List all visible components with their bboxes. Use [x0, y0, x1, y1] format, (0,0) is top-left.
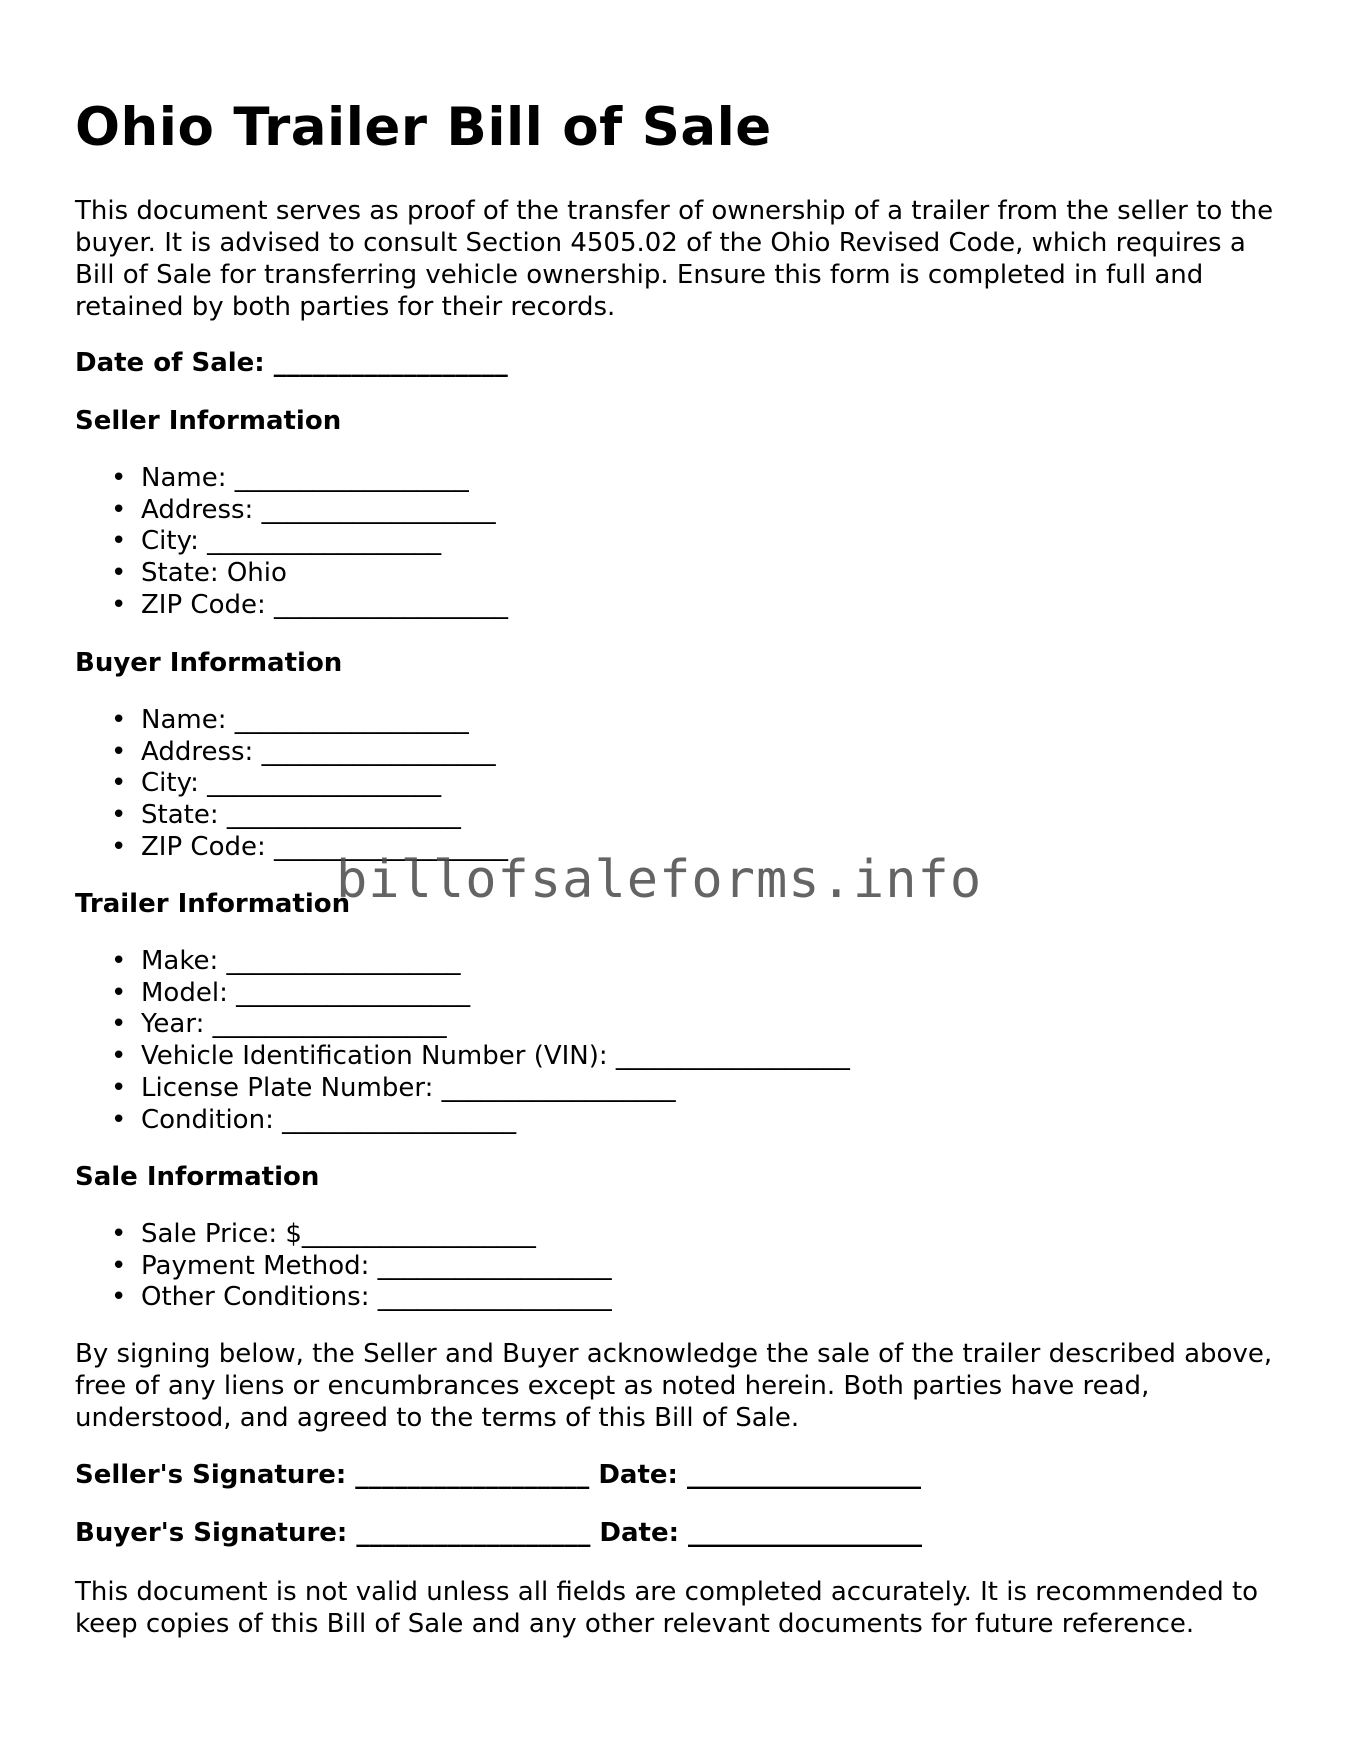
- seller-heading: Seller Information: [75, 406, 342, 436]
- bullet-icon: •: [111, 705, 127, 735]
- sale-heading: Sale Information: [75, 1162, 320, 1192]
- intro-paragraph: This document serves as proof of the transfer of ownership of a trailer from the seller to the buyer. It is advised to consult Section 4505.02 of the Ohio Revised Code, which requires a Bill of Sale for transferring vehicle ownership. Ensure this form is completed in full and retained by both parties for their records.: [75, 196, 1274, 322]
- bullet-icon: •: [111, 736, 127, 767]
- bullet-icon: •: [111, 1104, 127, 1135]
- seller-address-field[interactable]: • Address: __________________: [111, 494, 496, 525]
- trailer-license-plate-field[interactable]: • License Plate Number: __________________: [111, 1072, 676, 1103]
- trailer-fields-list: [111, 946, 850, 1136]
- bullet-icon: •: [111, 558, 127, 589]
- bullet-icon: •: [111, 977, 127, 1008]
- bullet-icon: •: [111, 1072, 127, 1103]
- bullet-icon: •: [111, 1041, 127, 1072]
- sale-fields-list: [111, 1219, 612, 1314]
- sale-price-field[interactable]: • Sale Price: $__________________: [111, 1219, 536, 1249]
- bullet-icon: •: [111, 494, 127, 525]
- seller-zip-field[interactable]: • ZIP Code: __________________: [111, 589, 509, 620]
- bullet-icon: •: [111, 768, 127, 799]
- seller-signature-line[interactable]: Seller's Signature: __________________ Date: __________________: [75, 1460, 921, 1490]
- seller-city-field[interactable]: • City: __________________: [111, 526, 442, 557]
- bullet-icon: •: [111, 1219, 127, 1249]
- trailer-year-field[interactable]: • Year: __________________: [111, 1009, 447, 1040]
- buyer-state-field[interactable]: • State: __________________: [111, 800, 461, 831]
- bullet-icon: •: [111, 1250, 127, 1281]
- bullet-icon: •: [111, 463, 127, 493]
- bullet-icon: •: [111, 1009, 127, 1040]
- payment-method-field[interactable]: • Payment Method: __________________: [111, 1250, 612, 1281]
- date-of-sale-field[interactable]: Date of Sale: __________________: [75, 348, 508, 378]
- bullet-icon: •: [111, 589, 127, 620]
- trailer-make-field[interactable]: • Make: __________________: [111, 946, 461, 976]
- acknowledgement-paragraph: By signing below, the Seller and Buyer acknowledge the sale of the trailer described above, free of any liens or encumbrances except as noted herein. Both parties have read, understood, and agreed to the terms of this Bill of Sale.: [75, 1339, 1273, 1433]
- bullet-icon: •: [111, 526, 127, 557]
- buyer-address-field[interactable]: • Address: __________________: [111, 736, 496, 767]
- trailer-vin-field[interactable]: • Vehicle Identification Number (VIN): __________________: [111, 1041, 850, 1072]
- other-conditions-field[interactable]: • Other Conditions: __________________: [111, 1282, 612, 1313]
- buyer-signature-line[interactable]: Buyer's Signature: __________________ Date: __________________: [75, 1518, 923, 1548]
- trailer-model-field[interactable]: • Model: __________________: [111, 977, 471, 1008]
- trailer-condition-field[interactable]: • Condition: __________________: [111, 1104, 517, 1135]
- bullet-icon: •: [111, 946, 127, 976]
- bullet-icon: •: [111, 831, 127, 862]
- trailer-heading: Trailer Information: [75, 889, 351, 919]
- buyer-name-field[interactable]: • Name: __________________: [111, 705, 469, 735]
- bullet-icon: •: [111, 800, 127, 831]
- buyer-fields-list: [111, 705, 508, 864]
- watermark-text: billofsaleforms.info: [336, 850, 983, 910]
- buyer-heading: Buyer Information: [75, 648, 343, 678]
- document-title: Ohio Trailer Bill of Sale: [75, 97, 772, 158]
- seller-fields-list: [111, 463, 508, 622]
- seller-name-field[interactable]: • Name: __________________: [111, 463, 469, 493]
- footer-note: This document is not valid unless all fields are completed accurately. It is recommended to keep copies of this Bill of Sale and any other relevant documents for future reference.: [75, 1577, 1259, 1639]
- buyer-city-field[interactable]: • City: __________________: [111, 768, 442, 799]
- seller-state-field: • State: Ohio: [111, 558, 287, 589]
- bullet-icon: •: [111, 1282, 127, 1313]
- buyer-zip-field[interactable]: • ZIP Code: __________________: [111, 831, 509, 862]
